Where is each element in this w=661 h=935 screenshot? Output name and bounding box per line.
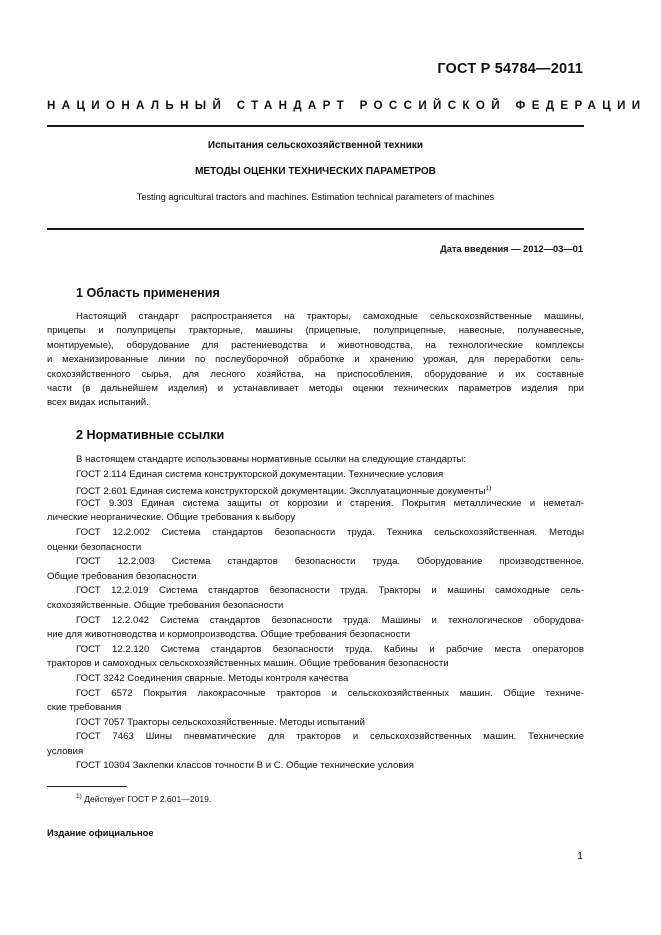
main-title: МЕТОДЫ ОЦЕНКИ ТЕХНИЧЕСКИХ ПАРАМЕТРОВ [195,166,436,177]
footnote-separator [47,786,127,787]
reference-text: ГОСТ 12.2.003 Система стандартов безопасности труда. Оборудование производственное. [76,556,584,568]
reference-line [47,453,584,468]
section-1-body [47,310,584,411]
section-1-line: Настоящий стандарт распространяется на тракторы, самоходные сельскохозяйственные машины, [76,311,584,322]
reference-text: ГОСТ 3242 Соединения сварные. Методы контроля качества [76,672,349,684]
document-code: ГОСТ Р 54784—2011 [437,61,583,77]
reference-text: ГОСТ 12.2.120 Система стандартов безопасности труда. Кабины и рабочие места операторов [76,643,584,655]
reference-line [47,599,584,614]
reference-text: ГОСТ 10304 Заклепки классов точности В и С. Общие технические условия [76,760,414,772]
normative-references-list [47,453,584,774]
reference-text: условия [47,745,84,757]
reference-line [47,555,584,570]
reference-line [47,687,584,702]
reference-text: ГОСТ 7463 Шины пневматические для тракторов и сельскохозяйственных машин. Технические [76,731,584,743]
footnote-reference-mark: 1) [485,485,492,493]
reference-text: тракторов и самоходных сельскохозяйственных машин. Общие требования безопасности [47,658,449,670]
reference-text: ГОСТ 6572 Покрытия лакокрасочные тракторов и сельскохозяйственных машин. Общие техниче- [76,687,584,699]
reference-line [47,526,584,541]
section-1-heading: 1 Область применения [76,286,220,300]
subject-title: Испытания сельскохозяйственной техники [207,140,424,151]
title-bottom-rule [47,228,584,230]
reference-line [47,541,584,556]
footnote-text: Действует ГОСТ Р 2.601—2019. [84,794,212,804]
official-edition-label: Издание официальное [47,827,154,838]
reference-line [47,759,584,774]
reference-line [47,482,584,497]
reference-line [47,628,584,643]
reference-line [47,614,584,629]
reference-line [47,730,584,745]
reference-text: Общие требования безопасности [47,570,197,582]
reference-line [47,745,584,760]
reference-text: ГОСТ 7057 Тракторы сельскохозяйственные. Методы испытаний [76,716,365,728]
page-number: 1 [577,850,583,862]
introduction-date: Дата введения — 2012—03—01 [440,244,583,254]
reference-text: ГОСТ 12.2.042 Система стандартов безопасности труда. Машины и технологическое оборудова- [76,614,584,626]
footnote-mark: 1) [76,793,82,800]
reference-text: ГОСТ 2.114 Единая система конструкторской документации. Технические условия [76,468,444,480]
reference-text: В настоящем стандарте использованы нормативные ссылки на следующие стандарты: [76,454,467,465]
reference-text: ние для животноводства и кормопроизводства. Общие требования безопасности [47,629,411,641]
reference-text: лические неорганические. Общие требования к выбору [47,512,296,524]
national-standard-banner: НАЦИОНАЛЬНЫЙ СТАНДАРТ РОССИЙСКОЙ ФЕДЕРАЦИИ [47,99,647,112]
reference-line [47,716,584,731]
section-1-line: части (в дальнейшем изделия) и устанавливает методы оценки технических параметров изделия при [47,383,584,395]
reference-line [47,497,584,512]
reference-text: оценки безопасности [47,541,142,553]
reference-line [47,584,584,599]
section-1-line: и механизированные линии по послеуборочной обработке и хранению урожая, для переработки сель- [47,354,584,366]
reference-line [47,643,584,658]
reference-line [47,701,584,716]
reference-text: скохозяйственные. Общие требования безопасности [47,599,284,611]
section-1-line: всех видах испытаний. [47,397,149,409]
section-1-line: прицепы и полуприцепы тракторные, машины (прицепные, полуприцепные, навесные, полунавесные, [47,325,584,337]
top-rule [47,125,584,127]
reference-text: ские требования [47,702,122,714]
reference-line [47,657,584,672]
reference-line [47,672,584,687]
reference-line [47,511,584,526]
reference-text: ГОСТ 12.2.002 Система стандартов безопасности труда. Техника сельскохозяйственная. Методы [76,526,584,538]
footnote [76,793,211,804]
reference-text: ГОСТ 2.601 Единая система конструкторской документации. Эксплуатационные документы [76,486,486,498]
reference-text: ГОСТ 12.2.019 Система стандартов безопасности труда. Тракторы и машины самоходные сель- [76,585,584,597]
section-1-line: монтируемые), оборудование для растениеводства и животноводства, на технологические комплексы [47,339,584,351]
reference-text: ГОСТ 9.303 Единая система защиты от коррозии и старения. Покрытия металлические и неметал- [76,497,584,509]
reference-line [47,468,584,483]
reference-line [47,570,584,585]
section-2-heading: 2 Нормативные ссылки [76,428,225,442]
english-title: Testing agricultural tractors and machines. Estimation technical parameters of machines [136,192,495,202]
section-1-line: скохозяйственного сырья, для лесного хозяйства, на приспособления, оборудование и их составные [47,368,584,380]
